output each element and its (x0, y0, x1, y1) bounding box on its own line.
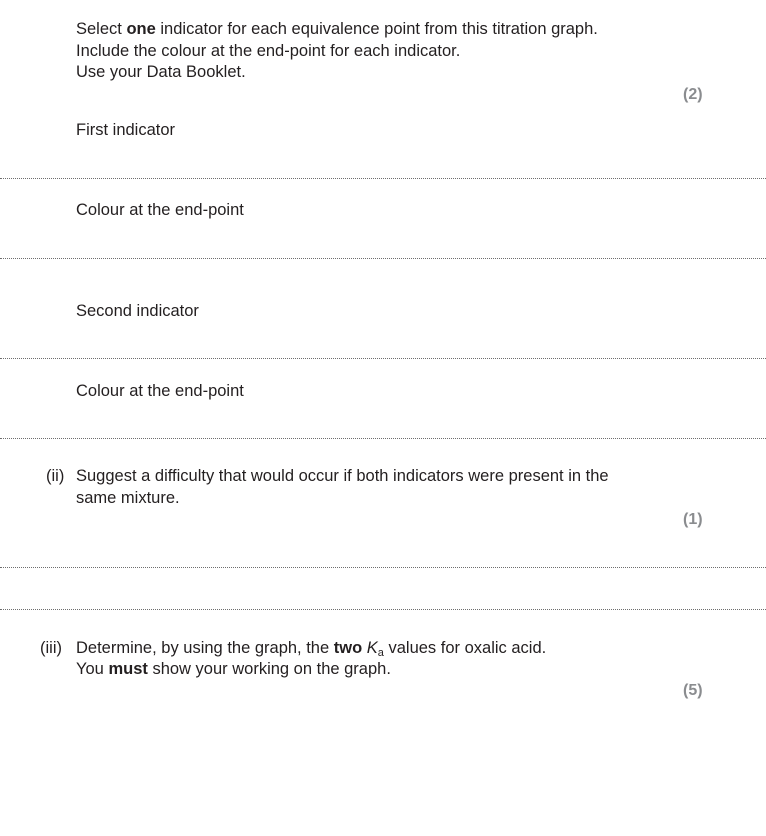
question-number-iii: (iii) (40, 639, 62, 657)
instruction-line-1: Select one indicator for each equivalence point from this titration graph. (76, 20, 598, 38)
question-iii-line-2: You must show your working on the graph. (76, 660, 391, 678)
marks-part-iii: (5) (683, 682, 703, 699)
question-iii-line-1: Determine, by using the graph, the two $K_a$ values for oxalic acid. (76, 639, 547, 659)
colour-endpoint-label-1: Colour at the end-point (76, 201, 244, 219)
colour-endpoint-label-2: Colour at the end-point (76, 382, 244, 400)
answer-line-first-indicator[interactable] (0, 178, 766, 179)
answer-line-second-indicator[interactable] (0, 358, 766, 359)
instruction-line-3: Use your Data Booklet. (76, 63, 246, 81)
answer-line-ii-2[interactable] (0, 609, 766, 610)
answer-line-colour-1[interactable] (0, 258, 766, 259)
answer-line-ii-1[interactable] (0, 567, 766, 568)
question-ii-line-1: Suggest a difficulty that would occur if both indicators were present in the (76, 467, 609, 485)
marks-part-ii: (1) (683, 511, 703, 528)
question-number-ii: (ii) (46, 467, 65, 485)
second-indicator-label: Second indicator (76, 302, 199, 320)
question-ii-line-2: same mixture. (76, 489, 180, 507)
instruction-line-2: Include the colour at the end-point for each indicator. (76, 42, 461, 60)
marks-part-i: (2) (683, 86, 703, 103)
answer-line-colour-2[interactable] (0, 438, 766, 439)
first-indicator-label: First indicator (76, 121, 176, 139)
